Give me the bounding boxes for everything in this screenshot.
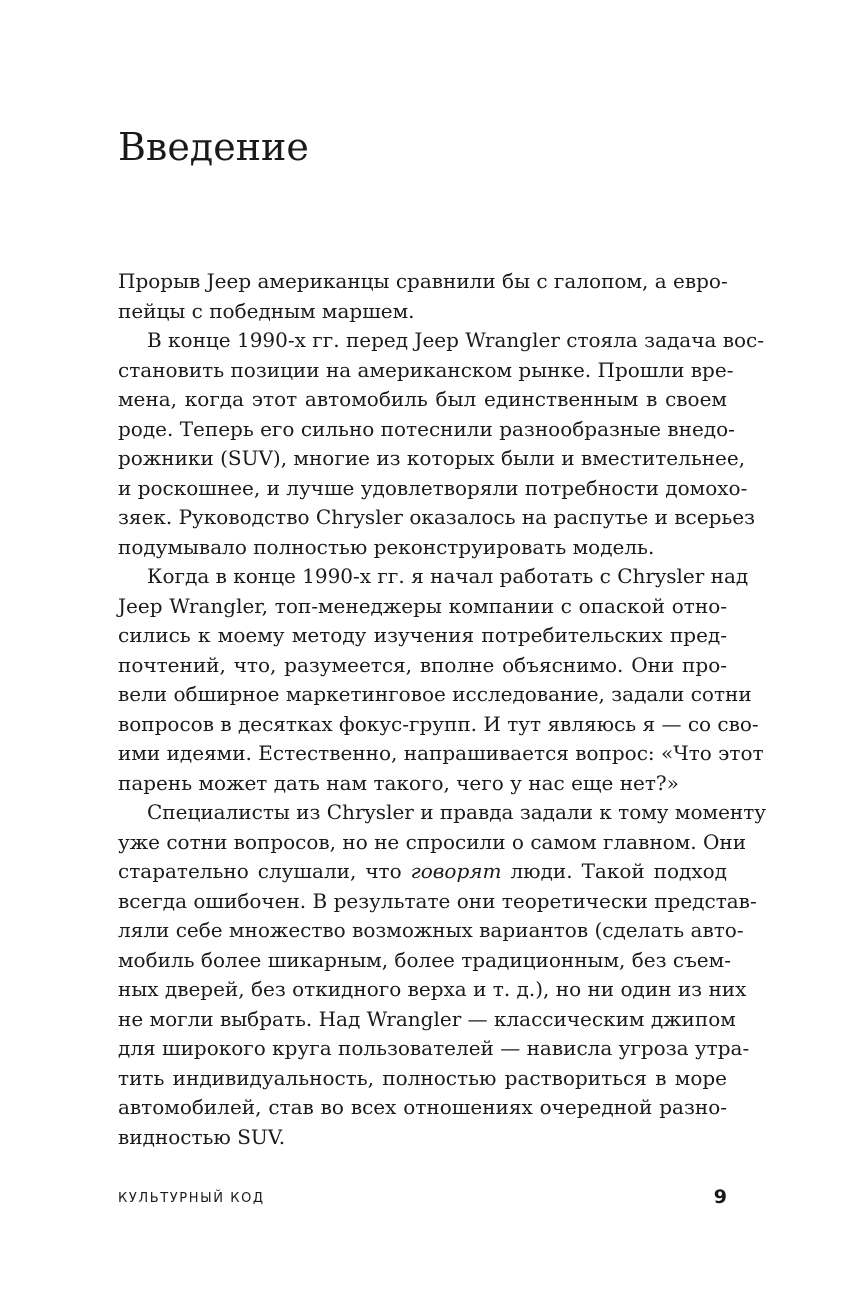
text-line: вели обширное маркетинговое исследование, задали сотни <box>118 682 752 706</box>
text-line: Прорыв Jeep американцы сравнили бы с галопом, а евро- <box>118 269 728 293</box>
text-line: не могли выбрать. Над Wrangler — классическим джипом <box>118 1006 736 1031</box>
emphasis-text: говорят <box>410 859 502 883</box>
text-line: роде. Теперь его сильно потеснили разнообразные внедо- <box>118 416 735 441</box>
paragraph-4 <box>118 798 767 1152</box>
text-line: вопросов в десятках фокус-групп. И тут являюсь я — со сво- <box>118 711 759 736</box>
text-line: ляли себе множество возможных вариантов (сделать авто- <box>118 918 744 942</box>
text-line: автомобилей, став во всех отношениях очередной разно- <box>118 1095 727 1119</box>
text-line: и роскошнее, и лучше удовлетворяли потребности домохо- <box>118 475 748 500</box>
page-number: 9 <box>713 1186 727 1208</box>
paragraph-1 <box>118 267 727 326</box>
text-line: ими идеями. Естественно, напрашивается вопрос: «Что этот <box>118 741 764 765</box>
text-line: зяек. Руководство Chrysler оказалось на распутье и всерьез <box>118 505 756 529</box>
text-line: мена, когда этот автомобиль был единственным в своем <box>118 387 727 411</box>
text-line: В конце 1990-х гг. перед Jeep Wrangler стояла задача вос- <box>147 328 764 352</box>
text-line: Когда в конце 1990-х гг. я начал работать с Chrysler над <box>147 564 749 588</box>
text-line: всегда ошибочен. В результате они теоретически представ- <box>118 888 757 913</box>
running-footer-title: КУЛЬТУРНЫЙ КОД <box>118 1191 265 1206</box>
text-line: мобиль более шикарным, более традиционным, без съем- <box>118 947 731 972</box>
chapter-title: Введение <box>118 125 309 169</box>
text-line <box>118 857 727 887</box>
text-line: пейцы с победным маршем. <box>118 298 415 323</box>
text-line: тить индивидуальность, полностью раствориться в море <box>118 1065 727 1090</box>
text-line: Jeep Wrangler, топ-менеджеры компании с опаской отно- <box>118 593 727 618</box>
text-line: сились к моему методу изучения потребительских пред- <box>118 623 727 647</box>
text-line: парень может дать нам такого, чего у нас еще нет?» <box>118 770 679 795</box>
body-text <box>118 267 767 1152</box>
text-line: видностью SUV. <box>118 1124 286 1149</box>
text-segment: люди. Такой подход <box>501 859 727 883</box>
paragraph-2 <box>118 326 764 562</box>
paragraph-3 <box>118 562 764 798</box>
text-line: подумывало полностью реконструировать модель. <box>118 534 655 559</box>
text-line: уже сотни вопросов, но не спросили о самом главном. Они <box>118 829 747 854</box>
text-segment: старательно слушали, что <box>118 859 411 883</box>
text-line: ных дверей, без откидного верха и т. д.), но ни один из них <box>118 977 747 1001</box>
text-line: для широкого круга пользователей — нависла угроза утра- <box>118 1036 750 1060</box>
text-line: Специалисты из Chrysler и правда задали к тому моменту <box>147 800 767 824</box>
text-line: становить позиции на американском рынке. Прошли вре- <box>118 357 734 382</box>
text-line: почтений, что, разумеется, вполне объяснимо. Они про- <box>118 652 727 677</box>
text-line: рожники (SUV), многие из которых были и вместительнее, <box>118 446 746 470</box>
